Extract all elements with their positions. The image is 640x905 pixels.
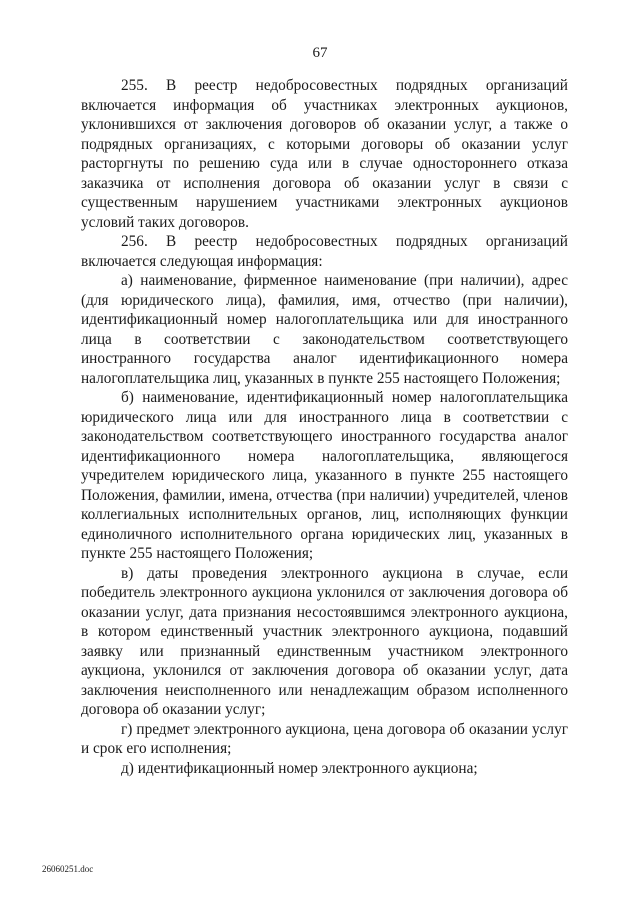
paragraph-256-v: в) даты проведения электронного аукциона в случае, если победитель электронного аукциона уклонился от заключения договора об оказании услуг, дата признания несостоявшимся электронного аукциона, в котором единственный участник электронного аукциона, подавший заявку или признанный единственным участником электронного аукциона, уклонился от заключения договора об оказании услуг, дата заключения неисполненного или ненадлежащим образом исполненного договора об оказании услуг; <box>81 564 568 718</box>
document-body <box>81 76 568 778</box>
paragraph-256-a: а) наименование, фирменное наименование (при наличии), адрес (для юридического лица), фамилия, имя, отчество (при наличии), идентификационный номер налогоплательщика или для иностранного лица в соответствии с законодательством соответствующего иностранного государства аналог идентификационного номера налогоплательщика лиц, указанных в пункте 255 настоящего Положения; <box>81 272 568 387</box>
paragraph-256-d: д) идентификационный номер электронного аукциона; <box>121 759 478 777</box>
paragraph-256-g: г) предмет электронного аукциона, цена договора об оказании услуг и срок его исполнения; <box>81 720 568 757</box>
paragraph-256-b: б) наименование, идентификационный номер налогоплательщика юридического лица или для иностранного лица в соответствии с законодательством соответствующего иностранного государства аналог идентификационного номера налогоплательщика, являющегося учредителем юридического лица, указанного в пункте 255 настоящего Положения, фамилии, имена, отчества (при наличии) учредителей, членов коллегиальных исполнительных органов, лиц, исполняющих функции единоличного исполнительного органа юридических лиц, указанных в пункте 255 настоящего Положения; <box>81 389 568 562</box>
footer-filename: 26060251.doc <box>42 864 94 874</box>
paragraph-255: 255. В реестр недобросовестных подрядных организаций включается информация об участниках электронных аукционов, уклонившихся от заключения договоров об оказании услуг, а также о подрядных организациях, с которыми договоры об оказании услуг расторгнуты по решению суда или в случае одностороннего отказа заказчика от исполнения договора об оказании услуг в связи с существенным нарушением участниками электронных аукционов условий таких договоров. <box>81 77 568 231</box>
page-number: 67 <box>312 45 328 61</box>
paragraph-256: 256. В реестр недобросовестных подрядных организаций включается следующая информация: <box>81 233 568 270</box>
